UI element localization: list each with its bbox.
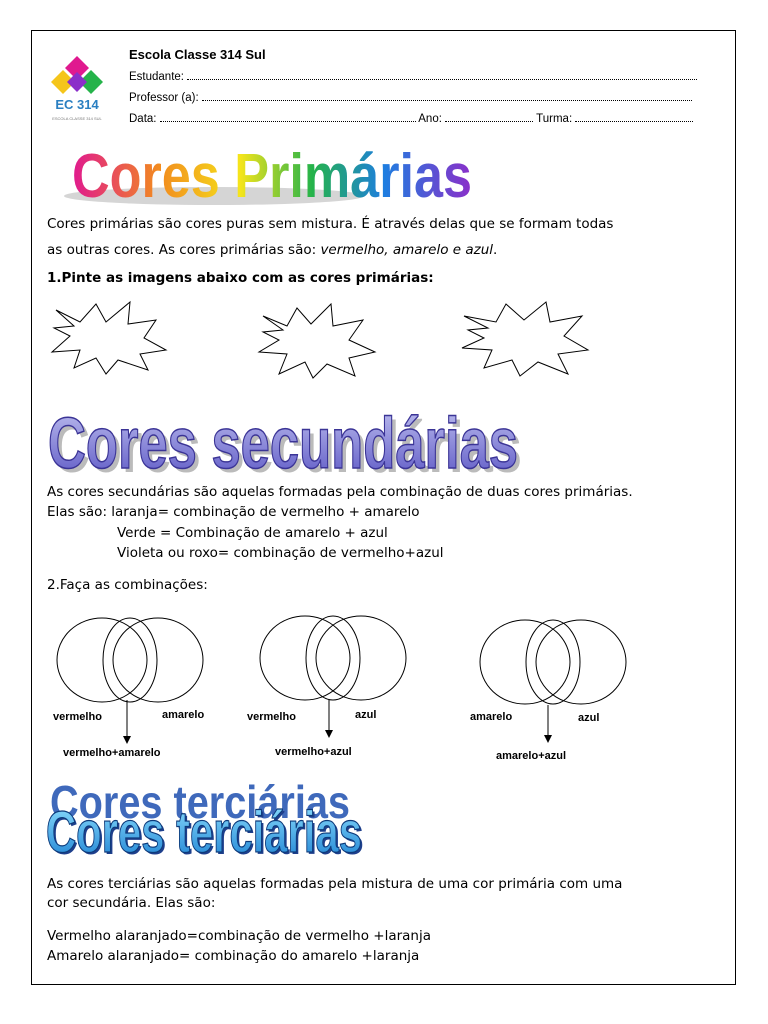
svg-text:Cores terciárias: Cores terciárias (48, 802, 364, 864)
svg-text:Cores secundárias: Cores secundárias (52, 408, 522, 478)
venn-diagram-3[interactable] (478, 617, 638, 707)
secondary-line4: Violeta ou roxo= combinação de vermelho+azul (117, 545, 444, 561)
secondary-line2: Elas são: laranja= combinação de vermelho + amarelo (47, 504, 420, 520)
date-label: Data: (129, 113, 157, 125)
task-2-instruction: 2.Faça as combinações: (47, 577, 208, 593)
combo3-result-label: amarelo+azul (496, 750, 567, 762)
student-field[interactable] (129, 69, 697, 83)
secondary-line3: Verde = Combinação de amarelo + azul (117, 525, 388, 541)
arrow-down-icon (541, 705, 555, 745)
combo2-right-label: azul (355, 709, 377, 721)
svg-text:ESCOLA CLASSE 314 SUL: ESCOLA CLASSE 314 SUL (52, 116, 102, 121)
teacher-label: Professor (a): (129, 92, 199, 104)
primary-colors-title (44, 138, 494, 210)
class-label: Turma: (536, 113, 573, 125)
primary-intro-line2: as outras cores. As cores primárias são: vermelho, amarelo e azul. (47, 242, 498, 258)
student-label: Estudante: (129, 71, 184, 83)
combo1-right-label: amarelo (162, 709, 205, 721)
starburst-2[interactable] (257, 302, 382, 380)
starburst-1[interactable] (48, 298, 173, 376)
combo3-right-label: azul (578, 712, 600, 724)
combo1-result-label: vermelho+amarelo (63, 747, 161, 759)
combo2-left-label: vermelho (247, 711, 296, 723)
tertiary-line1: As cores terciárias são aquelas formadas pela mistura de uma cor primária com uma (47, 876, 623, 892)
arrow-down-icon (120, 700, 134, 746)
arrow-down-icon (322, 700, 336, 740)
venn-diagram-1[interactable] (55, 615, 215, 705)
secondary-colors-title (44, 402, 534, 478)
tertiary-line4: Amarelo alaranjado= combinação do amarelo +laranja (47, 948, 420, 964)
secondary-line1: As cores secundárias são aquelas formadas pela combinação de duas cores primárias. (47, 484, 633, 500)
primary-intro-line1: Cores primárias são cores puras sem mistura. É através delas que se formam todas (47, 216, 614, 232)
starburst-3[interactable] (460, 300, 595, 378)
date-field[interactable] (129, 111, 693, 125)
tertiary-line3: Vermelho alaranjado=combinação de vermelho +laranja (47, 928, 432, 944)
school-name: Escola Classe 314 Sul (129, 47, 266, 62)
school-logo (47, 54, 107, 126)
combo2-result-label: vermelho+azul (275, 746, 352, 758)
teacher-field[interactable] (129, 90, 692, 104)
combo1-left-label: vermelho (53, 711, 102, 723)
svg-text:Cores terciárias: Cores terciárias (50, 780, 350, 828)
tertiary-line2: cor secundária. Elas são: (47, 895, 216, 911)
combo3-left-label: amarelo (470, 711, 513, 723)
svg-text:Cores terciárias: Cores terciárias (46, 800, 362, 864)
venn-diagram-2[interactable] (258, 613, 418, 703)
year-label: Ano: (418, 113, 442, 125)
svg-text:EC 314: EC 314 (55, 97, 99, 112)
task-1-instruction: 1.Pinte as imagens abaixo com as cores primárias: (47, 270, 434, 286)
svg-text:Cores Primárias: Cores Primárias (72, 142, 472, 210)
tertiary-colors-title (44, 780, 374, 864)
svg-text:Cores secundárias: Cores secundárias (48, 404, 518, 478)
